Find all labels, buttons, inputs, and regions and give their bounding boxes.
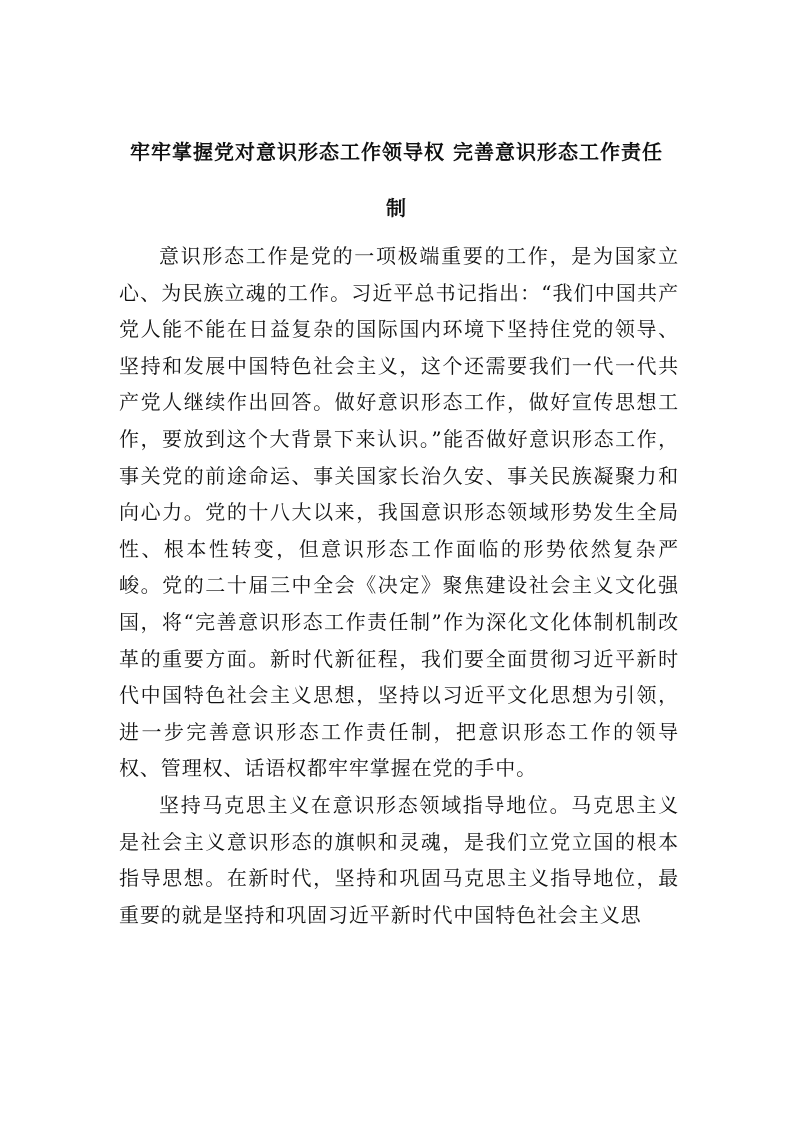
document-body: [119, 238, 679, 933]
paragraph-2: 坚持马克思主义在意识形态领域指导地位。马克思主义是社会主义意识形态的旗帜和灵魂，是我们立党立国的根本指导思想。在新时代，坚持和巩固马克思主义指导地位，最重要的就是坚持和巩固习近平新时代中国特色社会主义思: [119, 792, 679, 927]
title-line-1: 牢牢掌握党对意识形态工作领导权 完善意识形态工作责任: [130, 140, 663, 164]
document-title: [100, 124, 693, 236]
title-line-2: 制: [386, 196, 407, 220]
paragraph-1: 意识形态工作是党的一项极端重要的工作，是为国家立心、为民族立魂的工作。习近平总书记指出：“我们中国共产党人能不能在日益复杂的国际国内环境下坚持住党的领导、坚持和发展中国特色社会主义，这个还需要我们一代一代共产党人继续作出回答。做好意识形态工作，做好宣传思想工作，要放到这个大背景下来认识。”能否做好意识形态工作，事关党的前途命运、事关国家长治久安、事关民族凝聚力和向心力。党的十八大以来，我国意识形态领域形势发生全局性、根本性转变，但意识形态工作面临的形势依然复杂严峻。党的二十届三中全会《决定》聚焦建设社会主义文化强国，将“完善意识形态工作责任制”作为深化文化体制机制改革的重要方面。新时代新征程，我们要全面贯彻习近平新时代中国特色社会主义思想，坚持以习近平文化思想为引领，进一步完善意识形态工作责任制，把意识形态工作的领导权、管理权、话语权都牢牢掌握在党的手中。: [119, 244, 679, 781]
